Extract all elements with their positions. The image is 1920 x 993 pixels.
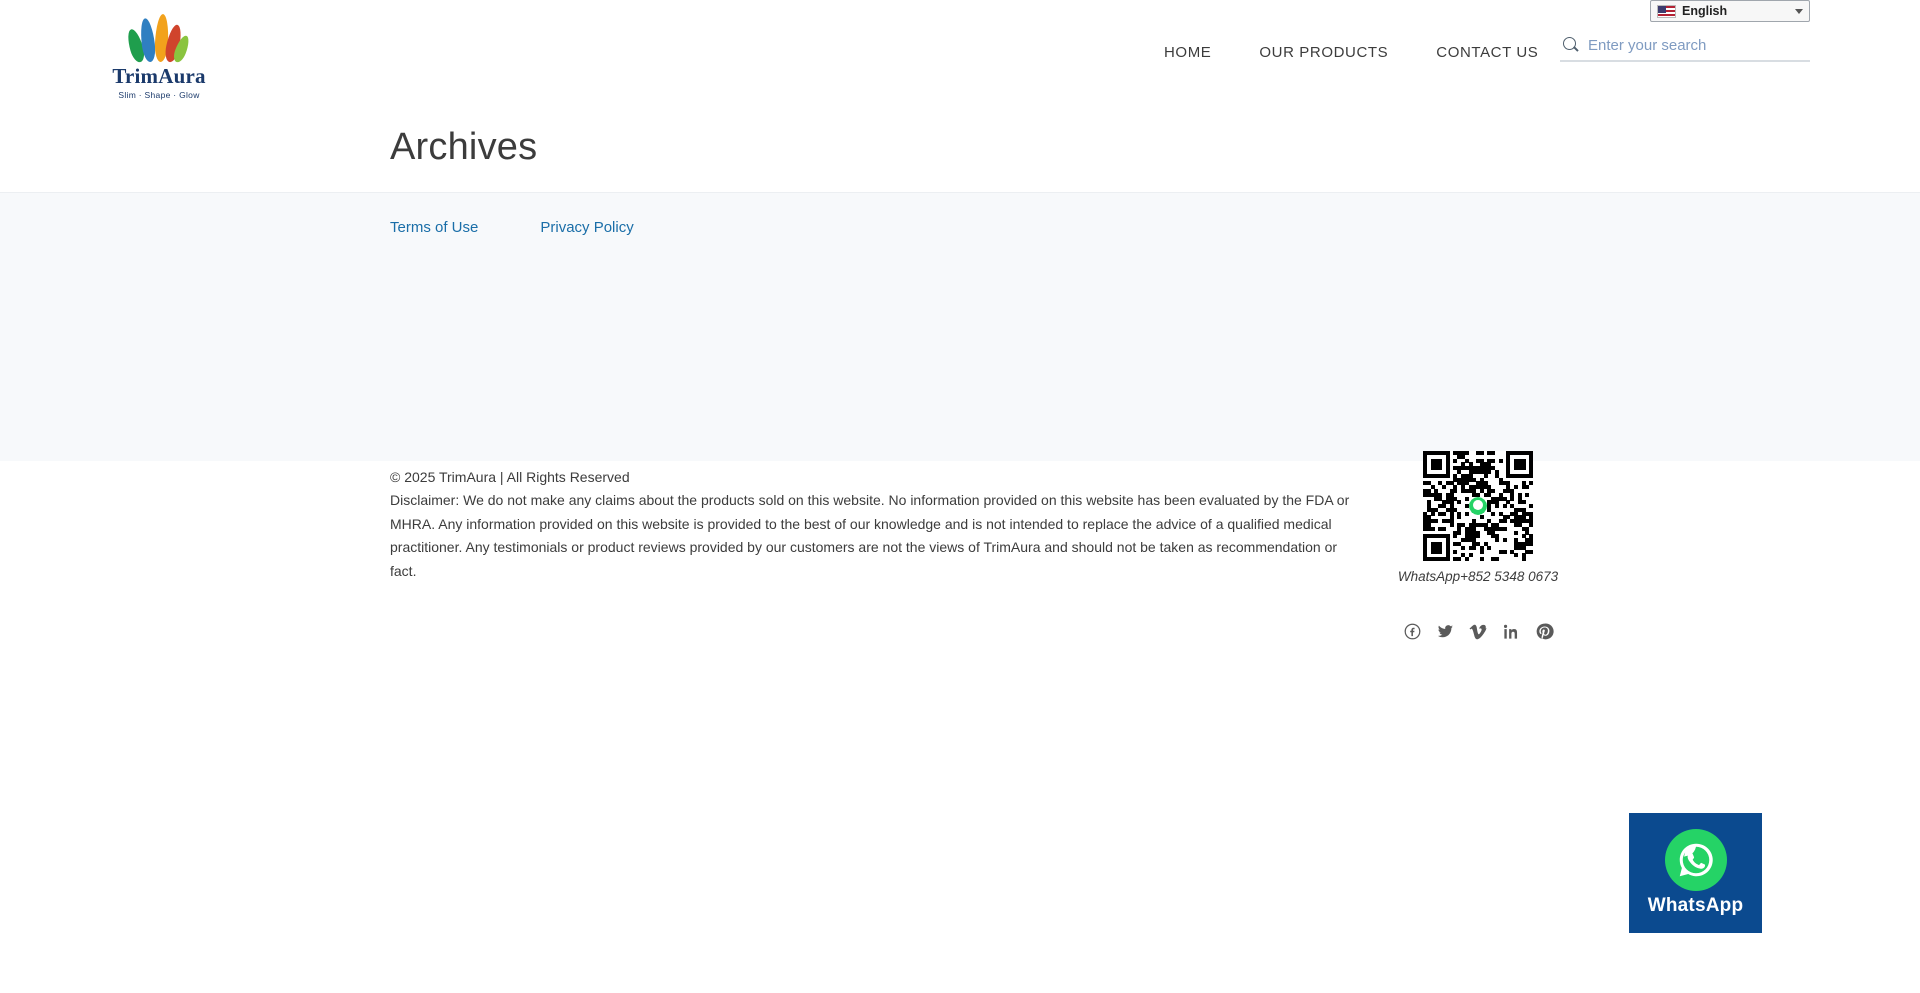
copyright-text: © 2025 TrimAura | All Rights Reserved bbox=[390, 469, 630, 485]
vimeo-icon[interactable] bbox=[1468, 621, 1488, 641]
linkedin-icon[interactable] bbox=[1501, 621, 1521, 641]
whatsapp-icon bbox=[1665, 829, 1727, 891]
whatsapp-label: WhatsApp bbox=[1647, 895, 1744, 916]
language-selected-label: English bbox=[1682, 4, 1728, 18]
social-links bbox=[1378, 621, 1578, 641]
disclaimer-text: Disclaimer: We do not make any claims about the products sold on this website. No information provided on this website has been evaluated by the FDA or MHRA. Any information provided on this website is provided to the best of our knowledge and is not intended to replace the advice of a qualified medical practitioner. Any testimonials or product reviews provided by our customers are not the views of TrimAura and should not be taken as recommendation or fact. bbox=[390, 492, 1350, 579]
whatsapp-qr-code[interactable] bbox=[1423, 451, 1533, 561]
pinterest-icon[interactable] bbox=[1534, 621, 1554, 641]
language-selector[interactable] bbox=[1650, 0, 1810, 22]
nav-item-contact-us[interactable]: CONTACT US bbox=[1436, 44, 1539, 61]
page-title-band bbox=[0, 116, 1920, 192]
logo-name: TrimAura bbox=[112, 64, 206, 88]
search-icon[interactable] bbox=[1560, 35, 1580, 55]
qr-caption: WhatsApp+852 5348 0673 bbox=[1397, 569, 1559, 584]
footer-link-terms-of-use[interactable]: Terms of Use bbox=[390, 219, 479, 236]
nav-item-home[interactable]: HOME bbox=[1164, 44, 1212, 61]
site-footer bbox=[0, 192, 1920, 584]
footer-links bbox=[390, 219, 634, 236]
main-navigation bbox=[1140, 38, 1562, 67]
flame-icon bbox=[132, 12, 186, 62]
twitter-icon[interactable] bbox=[1435, 621, 1455, 641]
site-header bbox=[0, 0, 1920, 116]
page-title: Archives bbox=[390, 126, 538, 168]
footer-link-privacy-policy[interactable]: Privacy Policy bbox=[540, 219, 634, 236]
search-box[interactable] bbox=[1560, 30, 1810, 62]
nav-item-our-products[interactable]: OUR PRODUCTS bbox=[1259, 44, 1389, 61]
chevron-down-icon bbox=[1795, 9, 1803, 14]
us-flag-icon bbox=[1657, 5, 1676, 18]
whatsapp-float-button[interactable] bbox=[1629, 813, 1762, 933]
search-input[interactable] bbox=[1586, 36, 1810, 55]
facebook-icon[interactable] bbox=[1402, 621, 1422, 641]
site-logo[interactable] bbox=[104, 12, 214, 100]
logo-tagline: Slim · Shape · Glow bbox=[118, 90, 200, 100]
qr-block bbox=[1378, 451, 1578, 584]
